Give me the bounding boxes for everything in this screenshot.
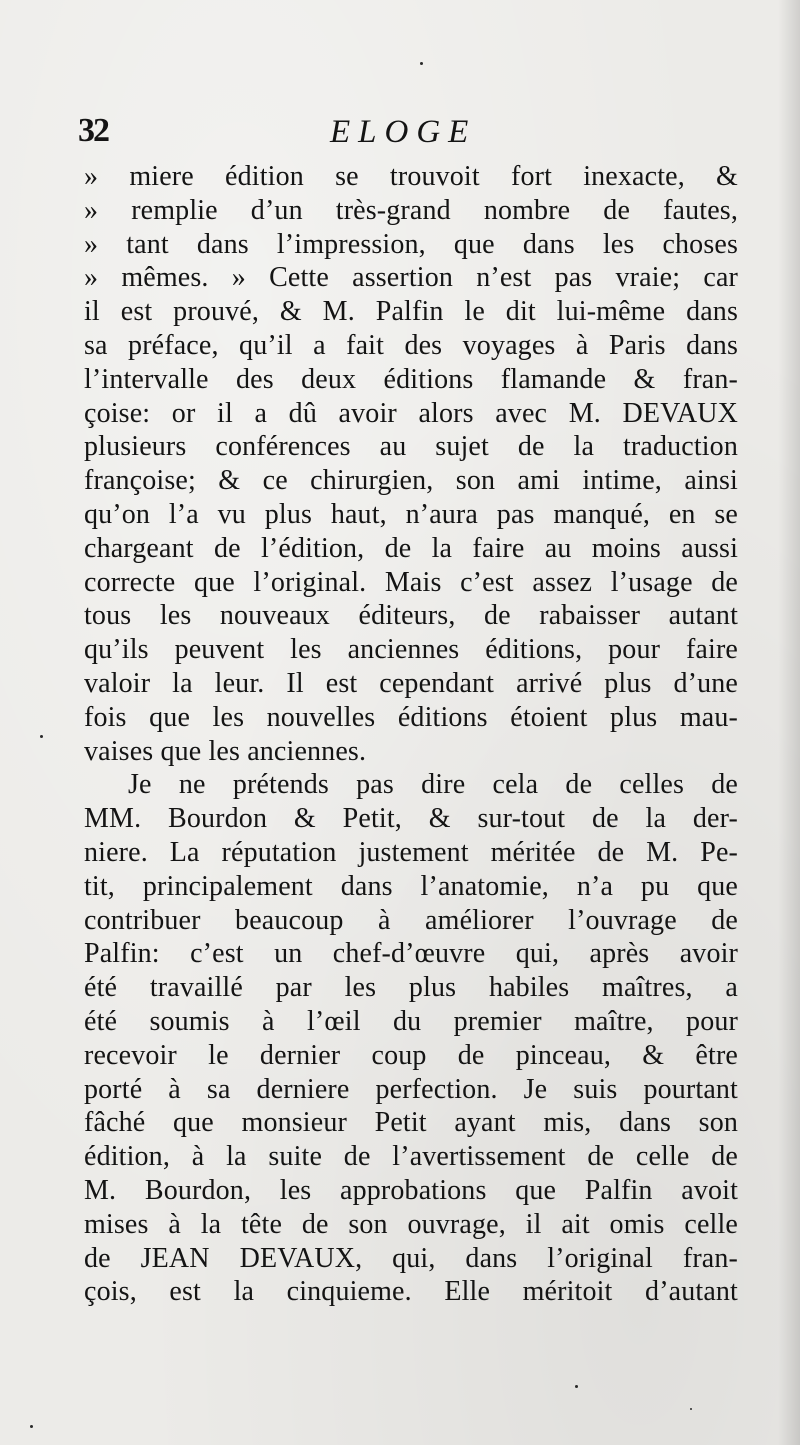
paper-speck xyxy=(690,1408,692,1410)
text-line: chargeant de l’édition, de la faire au moins aussi xyxy=(84,532,738,564)
text-line: l’intervalle des deux éditions flamande & fran- xyxy=(84,363,738,395)
text-line: Palfin: c’est un chef-d’œuvre qui, après avoir xyxy=(84,938,738,970)
text-line: qu’on l’a vu plus haut, n’aura pas manqué, en se xyxy=(84,498,738,530)
text-line: Je ne prétends pas dire cela de celles de xyxy=(128,769,738,801)
text-line: » mêmes. » Cette assertion n’est pas vraie; car xyxy=(84,262,738,294)
text-line: sa préface, qu’il a fait des voyages à Paris dans xyxy=(84,329,738,361)
text-line: vaises que les anciennes. xyxy=(84,735,367,767)
text-line: mises à la tête de son ouvrage, il ait omis celle xyxy=(84,1208,738,1240)
text-line: plusieurs conférences au sujet de la traduction xyxy=(84,431,738,463)
page-edge-shadow xyxy=(778,0,800,1445)
text-line: édition, à la suite de l’avertissement de celle de xyxy=(84,1141,738,1173)
text-line: çoise: or il a dû avoir alors avec M. DEVAUX xyxy=(84,397,738,429)
paper-speck xyxy=(420,62,423,65)
text-line: recevoir le dernier coup de pinceau, & être xyxy=(84,1039,738,1071)
text-line: de JEAN DEVAUX, qui, dans l’original fran- xyxy=(84,1242,738,1274)
body-text xyxy=(84,160,738,1309)
text-line: » tant dans l’impression, que dans les choses xyxy=(84,228,738,260)
paper-speck xyxy=(40,735,43,738)
text-line: » miere édition se trouvoit fort inexacte, & xyxy=(84,161,738,192)
text-line: contribuer beaucoup à améliorer l’ouvrage de xyxy=(84,904,738,936)
text-line: MM. Bourdon & Petit, & sur-tout de la der- xyxy=(84,803,738,835)
text-line: niere. La réputation justement méritée de M. Pe- xyxy=(84,836,738,868)
text-line: tous les nouveaux éditeurs, de rabaisser autant xyxy=(84,600,738,632)
text-line: M. Bourdon, les approbations que Palfin avoit xyxy=(84,1174,738,1206)
text-line: porté à sa derniere perfection. Je suis pourtant xyxy=(84,1073,738,1105)
text-line: çois, est la cinquieme. Elle méritoit d’autant xyxy=(84,1276,738,1308)
text-line: été soumis à l’œil du premier maître, pour xyxy=(84,1005,738,1037)
text-line: été travaillé par les plus habiles maîtres, a xyxy=(84,972,738,1004)
text-line: » remplie d’un très-grand nombre de fautes, xyxy=(84,194,738,226)
paper-speck xyxy=(575,1385,578,1388)
page-header xyxy=(78,112,738,162)
running-title: ELOGE xyxy=(330,114,477,150)
text-line: fâché que monsieur Petit ayant mis, dans son xyxy=(84,1107,738,1139)
text-line: il est prouvé, & M. Palfin le dit lui-même dans xyxy=(84,296,738,328)
text-line: françoise; & ce chirurgien, son ami intime, ainsi xyxy=(84,465,738,497)
text-line: correcte que l’original. Mais c’est assez l’usage de xyxy=(84,566,738,598)
text-line: valoir la leur. Il est cependant arrivé plus d’une xyxy=(84,667,738,699)
text-line: qu’ils peuvent les anciennes éditions, pour faire xyxy=(84,634,738,666)
page-number: 32 xyxy=(78,112,108,149)
text-line: fois que les nouvelles éditions étoient plus mau- xyxy=(84,701,738,733)
text-line: tit, principalement dans l’anatomie, n’a pu que xyxy=(84,870,738,902)
paper-speck xyxy=(30,1425,33,1428)
